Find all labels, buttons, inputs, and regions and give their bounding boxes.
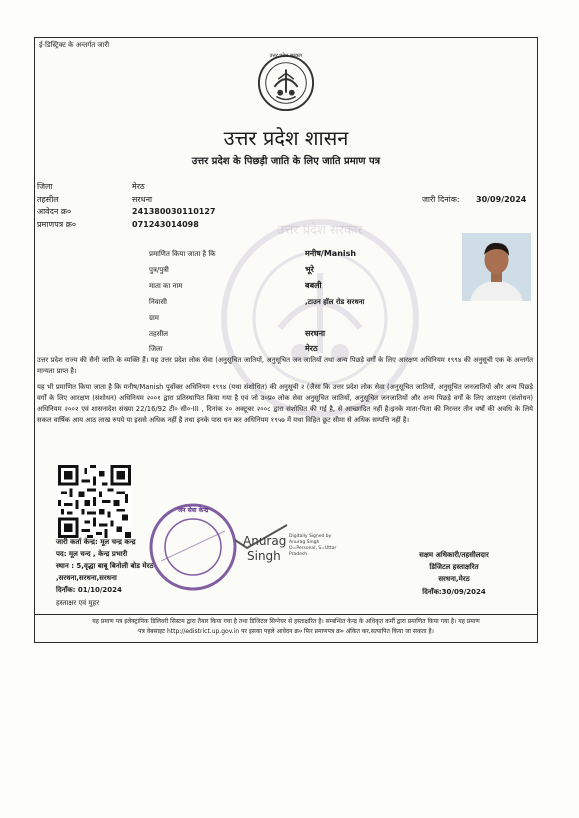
certificate [34, 37, 538, 643]
signature-seal-label: हस्ताक्षर एवं मुहर [56, 599, 100, 607]
signature-detail-4: Pradesh [289, 552, 308, 557]
caste-paragraph: उत्तर प्रदेश राज्य की सैनी जाति के व्यक्ति हैं। यह उत्तर प्रदेश लोक सेवा (अनुसूचित जातियों, अनुसूचित जन जातियों तथा अन्य पिछड़े वर्गों के लिए आरक्षण अधिनियम १९९४ की अनुसूची एक के अन्तर्गत मान्यता प्राप्त है। [37, 356, 533, 375]
district-label: जिला [37, 182, 53, 191]
parent-name: भूरे [305, 265, 314, 274]
applicant-photo [462, 233, 531, 301]
application-number: 241380030110127 [132, 207, 216, 216]
issuing-date: दिनाँक: 01/10/2024 [56, 586, 122, 594]
signature-name-1: Anurag [243, 534, 287, 548]
detail-district-value: मेरठ [305, 344, 318, 353]
signature-detail-3: O=Personal, S=Uttar [289, 546, 337, 551]
application-label: आवेदन क्र० [37, 207, 72, 216]
signature-detail-1: Digitally Signed by [289, 534, 332, 539]
certification-paragraph: यह भी प्रमाणित किया जाता है कि मनीष/Manish पूर्वोक्त अधिनियम १९९४ (यथा संशोधित) की अनुसूची २ (जैसा कि उत्तर प्रदेश लोक सेवा (अनुसूचित जातियों, अनुसूचित जनजातियों और अन्य पिछड़े वर्गों के लिए आरक्षण (संशोधन) अधिनियम २००१ द्वारा प्रतिस्थापित किया गया है एवं जो उ०प्र० लोक सेवा अनुसूचित जातियों, अनुसूचित जनजातियों और अन्य पिछड़े वर्गों के लिए आरक्षण (संशोधन) अधिनियम २००२ एवं शासनादेश संख्या 22/16/92 टी० सी०-III , दिनांक २० अक्टूबर २००८ द्वारा संशोधित की गई है, से आच्छादित नहीं है।इनके माता-पिता की निरन्तर तीन वर्षों की अवधि के लिये सकल वार्षिक आय आठ लाख रुपये या इससे अधिक नहीं है तथा इनके पास धन कर अधिनियम १९५७ में यथा विहित छूट सीमा से अधिक सम्पत्ति नहीं है। [37, 383, 533, 424]
qr-code [58, 465, 131, 538]
signature-detail-2: Anurag Singh [289, 540, 320, 545]
signature-name-2: Singh [247, 549, 281, 563]
mother-label: माता का नाम [149, 282, 183, 290]
issue-date: 30/09/2024 [476, 195, 527, 204]
authority-place: सरधना,मेरठ [438, 575, 470, 583]
detail-tehsil-label: तहसील [149, 330, 168, 338]
watermark-text: उत्तर प्रदेश सरकार [277, 223, 363, 238]
detail-tehsil-value: सरधना [305, 329, 326, 338]
certify-label: प्रमाणित किया जाता है कि [149, 250, 216, 258]
seal-text: जन सेवा केन्द्र [177, 507, 209, 514]
seal-stamp-icon [147, 501, 239, 593]
issuing-center: जारी कर्ता केन्द्र: मूल चन्द्र कन्द्र [56, 538, 136, 546]
certificate-number: 071243014098 [132, 220, 199, 229]
issuing-place: स्थान : 5,वृद्धा बाबू बिनोली बोड मेरठ [56, 562, 154, 570]
top-note: ई-डिस्ट्रिक्ट के अन्तर्गत जारी [39, 41, 110, 49]
certificate-label: प्रमाणपत्र क्र० [37, 220, 76, 229]
detail-district-label: जिला [149, 345, 163, 353]
parent-label: पुत्र/पुत्री [149, 266, 169, 274]
authority-designation: सक्षम अधिकारी/तहसीलदार [419, 551, 489, 559]
tehsil-label: तहसील [37, 195, 59, 204]
resident-address: ,टाउन हॉल रोड सरधना [305, 298, 365, 306]
footer-divider [35, 614, 537, 615]
authority-date: दिनाँक:30/09/2024 [422, 588, 486, 596]
page-title: उत्तर प्रदेश शासन [223, 126, 349, 150]
mother-name: बबली [305, 281, 322, 290]
authority-digital-signed: डिजिटल हस्ताक्षरित [429, 563, 479, 571]
applicant-name: मनीष/Manish [305, 249, 357, 258]
up-emblem-icon [257, 54, 315, 112]
issuing-post: पद: मूल चन्द , केन्द्र प्रभारी [56, 550, 128, 558]
district-value: मेरठ [132, 182, 145, 191]
page-subtitle: उत्तर प्रदेश के पिछड़ी जाति के लिए जाति प्रमाण पत्र [191, 156, 381, 167]
footer-note-1: यह प्रमाण पत्र इलेक्ट्रानिक डिलिवरी सिस्टम द्वारा तैयार किया गया है तथा डिजिटल सिग्नेचर से हस्ताक्षरित है। सम्बन्धित केन्द्र के अधिकृत कर्मी द्वारा प्रमाणित किया गया है। यह प्रमाण [92, 618, 480, 625]
issue-date-label: जारी दिनांक: [422, 195, 460, 204]
tehsil-value: सरधना [132, 195, 153, 204]
issuing-place-2: ,सरधना,सरधना,सरधना [56, 574, 117, 582]
village-label: ग्राम [149, 314, 159, 322]
footer-note-2: पत्र वेबसाइट http://edistrict.up.gov.in पर इसका पहले आवेदन क्र० फिर प्रमाणपत्र क्र० अंकित कर,सत्यापित किया जा सकता है। [138, 628, 434, 635]
resident-label: निवासी [149, 298, 167, 306]
emblem-text: उत्तर प्रदेश सरकार [269, 53, 303, 59]
